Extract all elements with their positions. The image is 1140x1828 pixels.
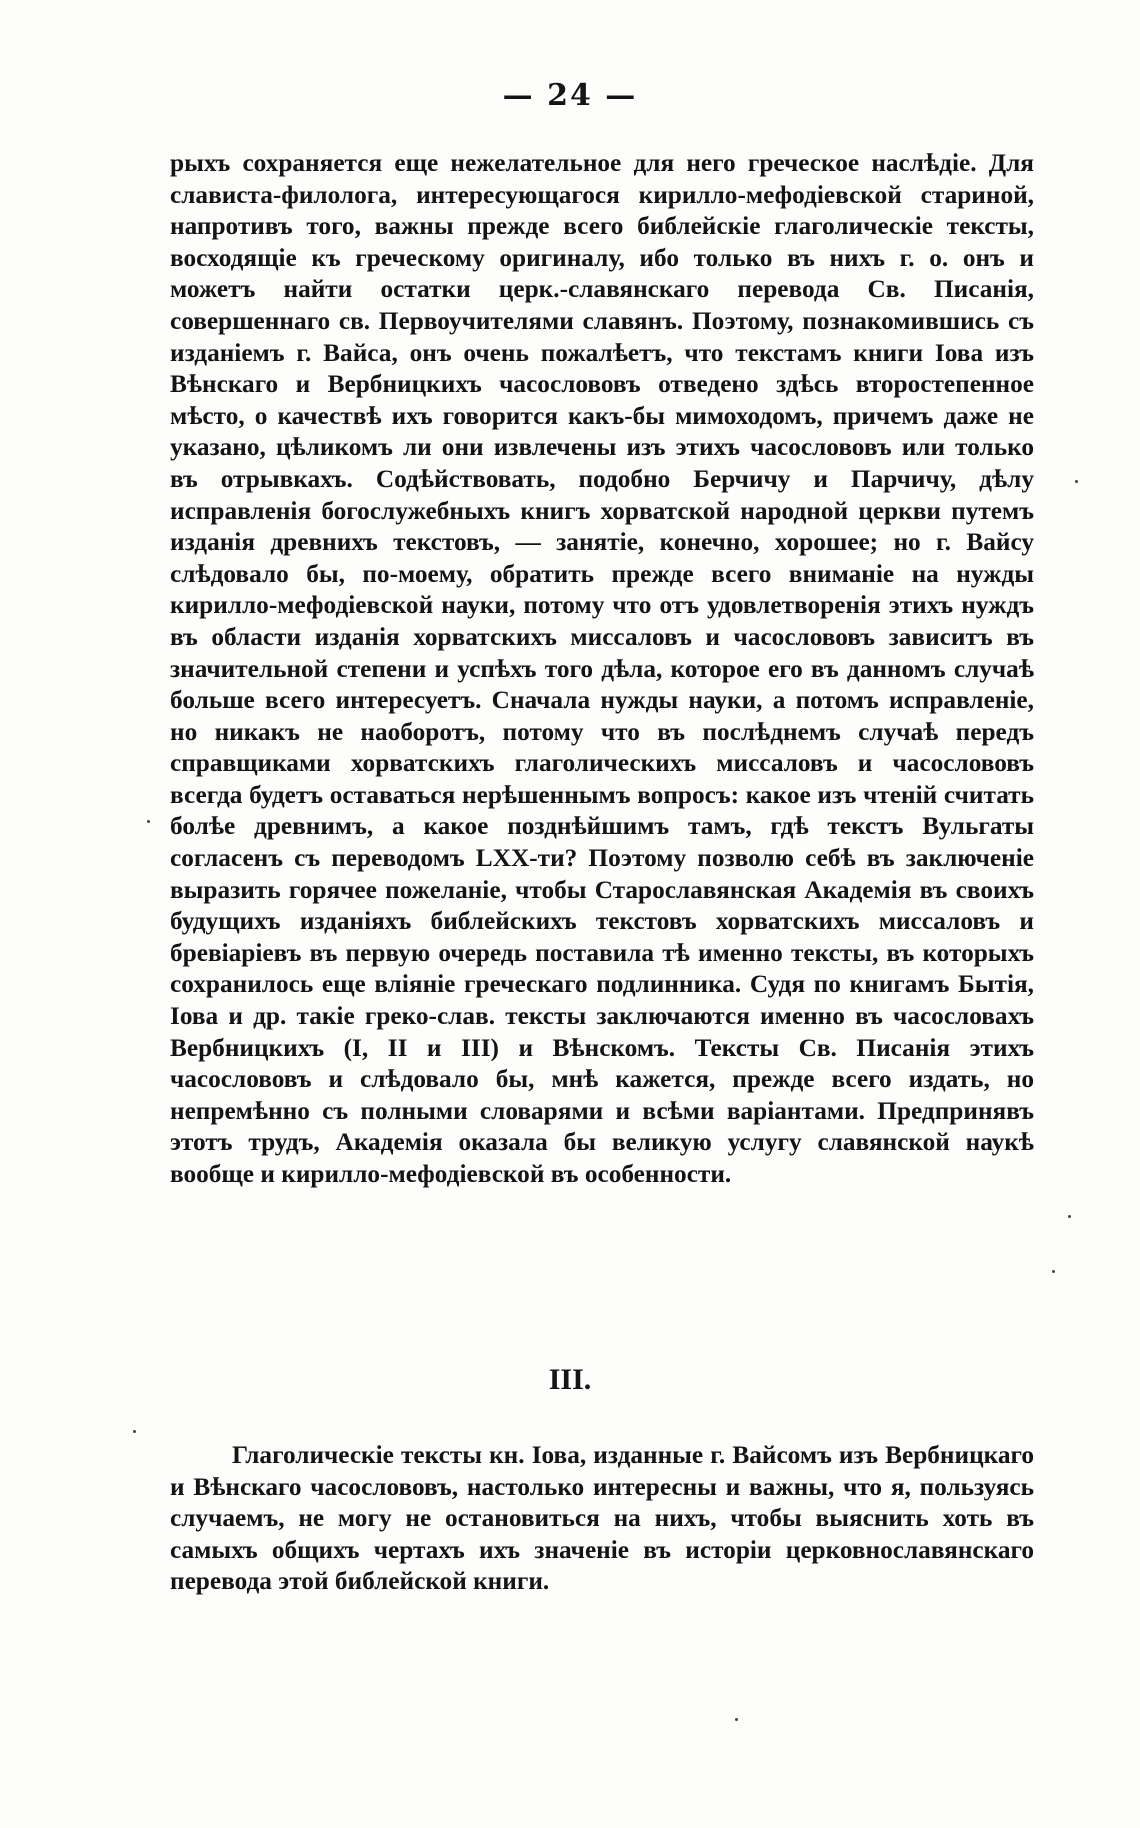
scan-speck	[735, 1718, 738, 1721]
section-heading: III.	[548, 1363, 592, 1396]
main-text-block	[170, 148, 1034, 1191]
scan-speck	[1075, 480, 1078, 483]
section-paragraph-1: Глаголическіе тексты кн. Іова, изданные г. Вайсомъ изъ Вербницкаго и Вѣнскаго часослововъ, настолько интересны и важны, что я, пользуясь случаемъ, не могу не остановиться на нихъ, чтобы выяснить хоть въ самыхъ общихъ чертахъ ихъ значеніе въ исторіи церковнославянскаго перевода этой библейской книги.	[170, 1441, 1034, 1596]
scan-speck	[133, 1430, 136, 1433]
paragraph-1: рыхъ сохраняется еще нежелательное для него греческое наслѣдіе. Для слависта-филолога, интересующагося кирилло-мефодіевской стариной, напротивъ того, важны прежде всего библейскіе глаголическіе тексты, восходящіе къ греческому оригиналу, ибо только въ нихъ г. о. онъ и можетъ найти остатки церк.-славянскаго перевода Св. Писанія, совершеннаго св. Первоучителями славянъ. Поэтому, познакомившись съ изданіемъ г. Вайса, онъ очень пожалѣетъ, что текстамъ книги Іова изъ Вѣнскаго и Вербницкихъ часослововъ отведено здѣсь второстепенное мѣсто, о качествѣ ихъ говорится какъ-бы мимоходомъ, причемъ даже не указано, цѣликомъ ли они извлечены изъ этихъ часослововъ или только въ отрывкахъ. Содѣйствовать, подобно Берчичу и Парчичу, дѣлу исправленія богослужебныхъ книгъ хорватской народной церкви путемъ изданія древнихъ текстовъ, — занятіе, конечно, хорошее; но г. Вайсу слѣдовало бы, по-моему, обратить прежде всего вниманіе на нужды кирилло-мефодіевской науки, потому что отъ удовлетворенія этихъ нуждъ въ области изданія хорватскихъ миссаловъ и часослововъ зависитъ въ значительной степени и успѣхъ того дѣла, которое его въ данномъ случаѣ больше всего интересуетъ. Сначала нужды науки, а потомъ исправленіе, но никакъ не наоборотъ, потому что въ послѣднемъ случаѣ передъ справщиками хорватскихъ глаголическихъ миссаловъ и часослововъ всегда будетъ оставаться нерѣшеннымъ вопросъ: какое изъ чтеній считать болѣе древнимъ, а какое позднѣйшимъ тамъ, гдѣ текстъ Вульгаты согласенъ съ переводомъ LXX-ти? Поэтому позволю себѣ въ заключеніе выразить горячее пожеланіе, чтобы Старославянская Академія въ своихъ будущихъ изданіяхъ библейскихъ текстовъ хорватскихъ миссаловъ и бревіаріевъ въ первую очередь поставила тѣ именно тексты, въ которыхъ сохранилось еще вліяніе греческаго подлинника. Судя по книгамъ Бытія, Іова и др. такіе греко-слав. тексты заключаются именно въ часословахъ Вербницкихъ (I, II и III) и Вѣнскомъ. Тексты Св. Писанія этихъ часослововъ и слѣдовало бы, мнѣ кажется, прежде всего издать, но непремѣнно съ полными словарями и всѣми варіантами. Предпринявъ этотъ трудъ, Академія оказала бы великую услугу славянской наукѣ вообще и кирилло-мефодіевской въ особенности.	[170, 149, 1034, 1188]
scan-speck	[147, 820, 150, 823]
scan-speck	[1068, 1215, 1071, 1218]
section-text-block	[170, 1440, 1034, 1598]
page-number: — 24 —	[502, 78, 638, 113]
scan-speck	[1052, 1270, 1055, 1273]
